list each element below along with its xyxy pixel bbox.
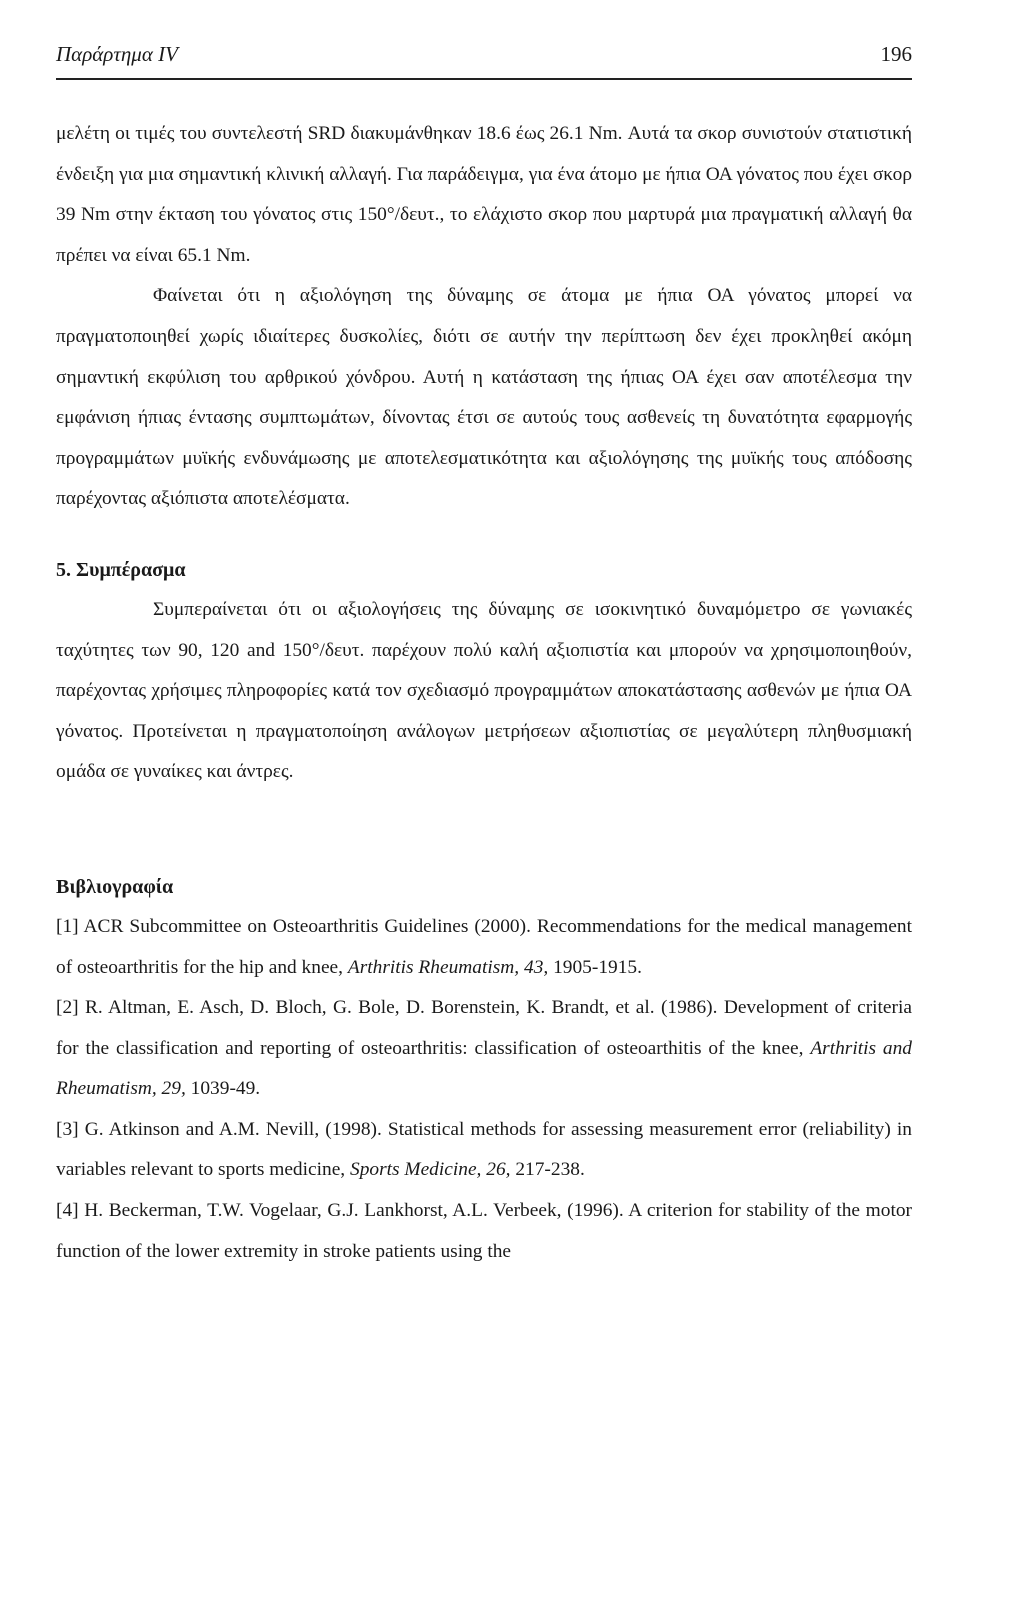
reference-4 bbox=[56, 1191, 912, 1272]
reference-text: [1] ACR Subcommittee on Osteoarthritis Guidelines (2000). Recommendations for the medical management of osteoarthritis for the hip and knee, bbox=[56, 915, 912, 978]
reference-pages: 217-238. bbox=[510, 1159, 585, 1181]
section-heading-conclusion: 5. Συμπέρασμα bbox=[56, 558, 186, 581]
reference-text: [2] R. Altman, E. Asch, D. Bloch, G. Bole, D. Borenstein, K. Brandt, et al. (1986). Development of criteria for the classification and reporting of osteoarthritis: classification of osteoarthitis of the knee, bbox=[56, 997, 912, 1059]
section-heading-bibliography: Βιβλιογραφία bbox=[56, 875, 174, 898]
document-page bbox=[56, 42, 912, 1272]
page-number: 196 bbox=[880, 42, 912, 66]
conclusion-paragraph: Συμπεραίνεται ότι οι αξιολογήσεις της δύναμης σε ισοκινητικό δυναμόμετρο σε γωνιακές ταχύτητες των 90, 120 and 150°/δευτ. παρέχουν πολύ καλή αξιοπιστία και μπορούν να χρησιμοποιηθούν, παρέχοντας χρήσιμες πληροφορίες κατά τον σχεδιασμό προγραμμάτων αποκατάστασης ασθενών με ήπια ΟΑ γόνατος. Προτείνεται η πραγματοποίηση ανάλογων μετρήσεων αξιοπιστίας σε μεγαλύτερη πληθυσμιακή ομάδα σε γυναίκες και άντρες. bbox=[56, 598, 912, 783]
body-paragraph-1: μελέτη οι τιμές του συντελεστή SRD διακυμάνθηκαν 18.6 έως 26.1 Nm. Αυτά τα σκορ συνιστούν στατιστική ένδειξη για μια σημαντική κλινική αλλαγή. Για παράδειγμα, για ένα άτομο με ήπια ΟΑ γόνατος που έχει σκορ 39 Nm στην έκταση του γόνατος στις 150°/δευτ., το ελάχιστο σκορ που μαρτυρά μια πραγματική αλλαγή θα πρέπει να είναι 65.1 Nm. bbox=[56, 123, 912, 266]
reference-journal: Sports Medicine, 26, bbox=[350, 1159, 511, 1181]
body-paragraph-2: Φαίνεται ότι η αξιολόγηση της δύναμης σε άτομα με ήπια ΟΑ γόνατος μπορεί να πραγματοποιηθεί χωρίς ιδιαίτερες δυσκολίες, διότι σε αυτήν την περίπτωση δεν έχει προκληθεί ακόμη σημαντική εκφύλιση του αρθρικού χόνδρου. Αυτή η κατάσταση της ήπιας ΟΑ έχει σαν αποτέλεσμα την εμφάνιση ήπιας έντασης συμπτωμάτων, δίνοντας έτσι σε αυτούς τους ασθενείς τη δυνατότητα εφαρμογής προγραμμάτων μυϊκής ενδυνάμωσης με αποτελεσματικότητα και αξιολόγησης της μυϊκής τους απόδοσης παρέχοντας αξιόπιστα αποτελέσματα. bbox=[56, 285, 912, 510]
reference-text: [3] G. Atkinson and A.M. Nevill, (1998). Statistical methods for assessing measurement error (reliability) in variables relevant to sports medicine, bbox=[56, 1118, 912, 1181]
reference-journal: Arthritis and Rheumatism, 29, bbox=[56, 1037, 912, 1100]
reference-text: [4] H. Beckerman, T.W. Vogelaar, G.J. Lankhorst, A.L. Verbeek, (1996). A criterion for stability of the motor function of the lower extremity in stroke patients using the bbox=[56, 1200, 912, 1262]
reference-pages: 1905-1915. bbox=[548, 956, 642, 978]
reference-journal: Arthritis Rheumatism, 43, bbox=[347, 956, 549, 978]
reference-3 bbox=[56, 1110, 912, 1191]
reference-1 bbox=[56, 907, 912, 988]
page-header bbox=[56, 42, 912, 80]
reference-pages: 1039-49. bbox=[185, 1078, 261, 1100]
running-header-section: Παράρτημα IV bbox=[56, 42, 178, 66]
reference-2 bbox=[56, 988, 912, 1110]
